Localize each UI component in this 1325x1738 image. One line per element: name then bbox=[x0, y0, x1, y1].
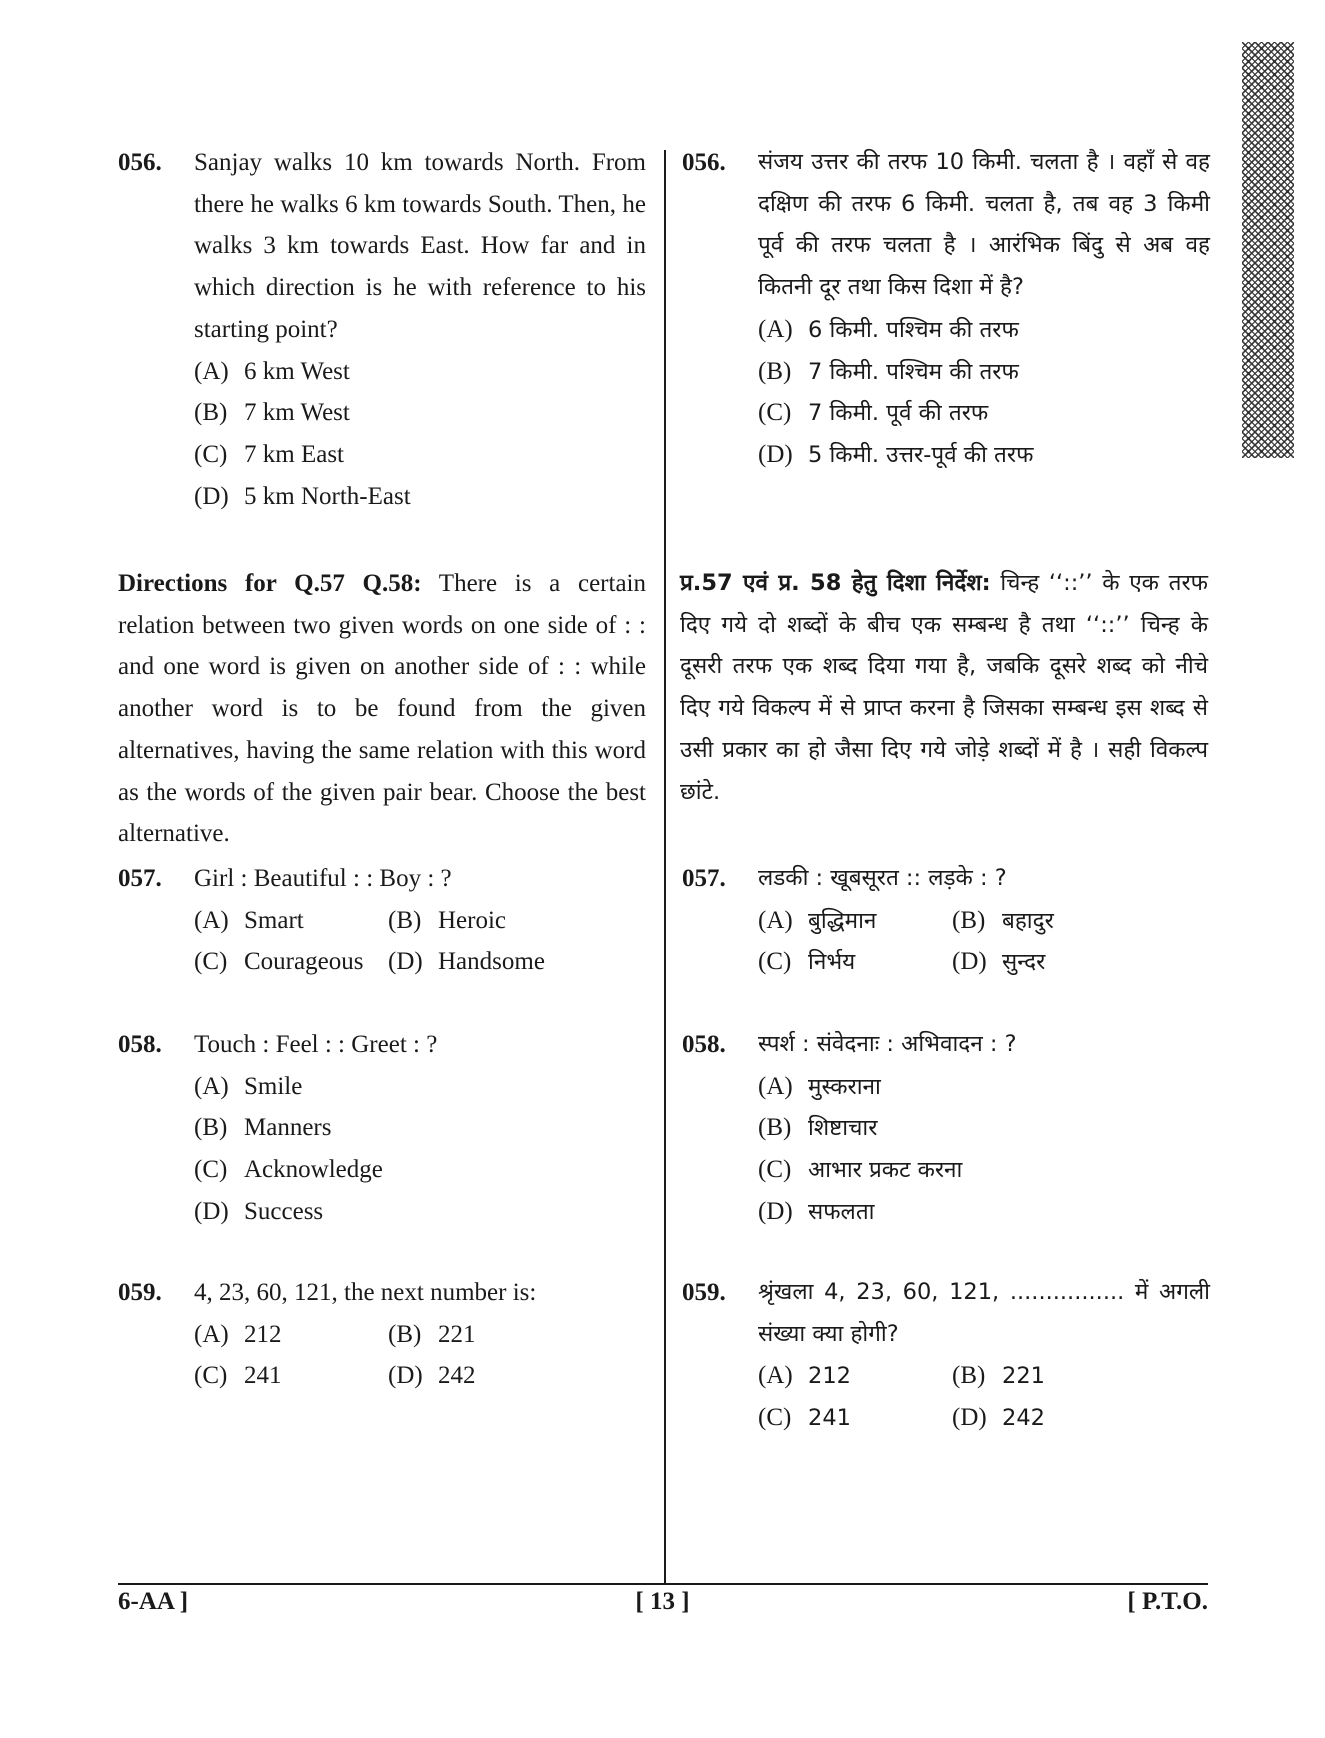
security-pattern-decoration bbox=[1242, 42, 1294, 458]
question-058-en bbox=[118, 1024, 646, 1232]
option-a: (A) बुद्धिमान bbox=[758, 906, 877, 934]
option-d: (D) सुन्दर bbox=[952, 948, 1046, 976]
option-b: (B) Manners bbox=[194, 1114, 332, 1142]
question-number: 057. bbox=[682, 865, 726, 892]
option-a: (A) 212 bbox=[194, 1320, 282, 1348]
question-text: Sanjay walks 10 km towards North. From there he walks 6 km towards South. Then, he walks 3 km towards East. How far and in which direction is he with reference to his starting point? bbox=[194, 149, 646, 343]
options-grid bbox=[758, 1355, 1210, 1438]
question-number: 056. bbox=[682, 149, 726, 176]
option-b: (B) 221 bbox=[952, 1362, 1045, 1390]
question-057-hi bbox=[682, 858, 1210, 983]
question-056-en bbox=[118, 142, 646, 517]
booklet-code: 6-AA ] bbox=[118, 1588, 189, 1615]
option-b: (B) 7 km West bbox=[194, 399, 350, 427]
option-c: (C) आभार प्रकट करना bbox=[758, 1156, 963, 1184]
option-d: (D) 242 bbox=[952, 1404, 1045, 1432]
question-text: स्पर्श : संवेदनाः : अभिवादन : ? bbox=[758, 1031, 1017, 1057]
options-grid bbox=[194, 1314, 646, 1397]
option-c: (C) 241 bbox=[758, 1404, 851, 1432]
option-a: (A) 212 bbox=[758, 1362, 851, 1390]
options-grid bbox=[194, 900, 646, 983]
option-c: (C) Courageous bbox=[194, 948, 364, 976]
option-b: (B) शिष्टाचार bbox=[758, 1114, 878, 1142]
directions-text: There is a certain relation between two given words on one side of : : and one word is given on another side of : : while another word is to be found from the given alternatives, having the same relation with this word as the words of the given pair bear. Choose the best alternative. bbox=[118, 570, 646, 848]
option-c: (C) Acknowledge bbox=[194, 1156, 383, 1184]
directions-q57-q58-hi bbox=[680, 563, 1208, 813]
question-number: 057. bbox=[118, 865, 162, 892]
option-b: (B) Heroic bbox=[388, 906, 507, 934]
question-text: Girl : Beautiful : : Boy : ? bbox=[194, 865, 452, 892]
option-a: (A) Smile bbox=[194, 1072, 303, 1100]
question-text: लडकी : खूबसूरत :: लड़के : ? bbox=[758, 865, 1007, 891]
option-d: (D) 5 km North-East bbox=[194, 482, 411, 510]
question-number: 059. bbox=[682, 1279, 726, 1306]
option-c: (C) 7 km East bbox=[194, 440, 344, 468]
option-c: (C) 241 bbox=[194, 1362, 282, 1390]
question-number: 058. bbox=[118, 1031, 162, 1058]
option-d: (D) 242 bbox=[388, 1362, 476, 1390]
option-a: (A) 6 km West bbox=[194, 357, 350, 385]
question-056-hi bbox=[682, 142, 1210, 476]
option-d: (D) 5 किमी. उत्तर-पूर्व की तरफ bbox=[758, 440, 1034, 468]
page-number: [ 13 ] bbox=[635, 1588, 690, 1615]
please-turn-over: [ P.T.O. bbox=[1127, 1588, 1208, 1615]
option-d: (D) सफलता bbox=[758, 1197, 875, 1225]
question-number: 059. bbox=[118, 1279, 162, 1306]
options-grid bbox=[758, 900, 1210, 983]
column-divider bbox=[664, 150, 666, 1583]
directions-heading: प्र.57 एवं प्र. 58 हेतु दिशा निर्देश: bbox=[680, 570, 991, 596]
question-number: 056. bbox=[118, 149, 162, 176]
option-b: (B) बहादुर bbox=[952, 906, 1054, 934]
question-number: 058. bbox=[682, 1031, 726, 1058]
option-d: (D) Handsome bbox=[388, 948, 545, 976]
question-text: संजय उत्तर की तरफ 10 किमी. चलता है । वहाँ से वह दक्षिण की तरफ 6 किमी. चलता है, तब वह 3 किमी पूर्व की तरफ चलता है । आरंभिक बिंदु से अब वह कितनी दूर तथा किस दिशा में है? bbox=[758, 149, 1210, 301]
footer-rule bbox=[118, 1583, 1208, 1585]
directions-q57-q58-en bbox=[118, 563, 646, 855]
option-a: (A) 6 किमी. पश्चिम की तरफ bbox=[758, 315, 1019, 343]
option-a: (A) मुस्कराना bbox=[758, 1072, 881, 1100]
option-c: (C) निर्भय bbox=[758, 948, 856, 976]
question-059-en bbox=[118, 1272, 646, 1397]
option-a: (A) Smart bbox=[194, 906, 304, 934]
option-d: (D) Success bbox=[194, 1197, 324, 1225]
question-057-en bbox=[118, 858, 646, 983]
option-c: (C) 7 किमी. पूर्व की तरफ bbox=[758, 399, 989, 427]
question-text: 4, 23, 60, 121, the next number is: bbox=[194, 1279, 537, 1306]
option-b: (B) 7 किमी. पश्चिम की तरफ bbox=[758, 357, 1019, 385]
question-text: श्रृंखला 4, 23, 60, 121, ................ में अगली संख्या क्या होगी? bbox=[758, 1279, 1210, 1347]
question-059-hi bbox=[682, 1272, 1210, 1439]
question-text: Touch : Feel : : Greet : ? bbox=[194, 1031, 438, 1058]
option-b: (B) 221 bbox=[388, 1320, 476, 1348]
directions-text: चिन्ह ‘‘::’’ के एक तरफ दिए गये दो शब्दों के बीच एक सम्बन्ध है तथा ‘‘::’’ चिन्ह के दूसरी तरफ एक शब्द दिया गया है, जबकि दूसरे शब्द को नीचे दिए गये विकल्प में से प्राप्त करना है जिसका सम्बन्ध इस शब्द से उसी प्रकार का हो जैसा दिए गये जोड़े शब्दों में है । सही विकल्प छांटे. bbox=[680, 570, 1208, 805]
question-058-hi bbox=[682, 1024, 1210, 1232]
directions-heading: Directions for Q.57 Q.58: bbox=[118, 570, 422, 597]
